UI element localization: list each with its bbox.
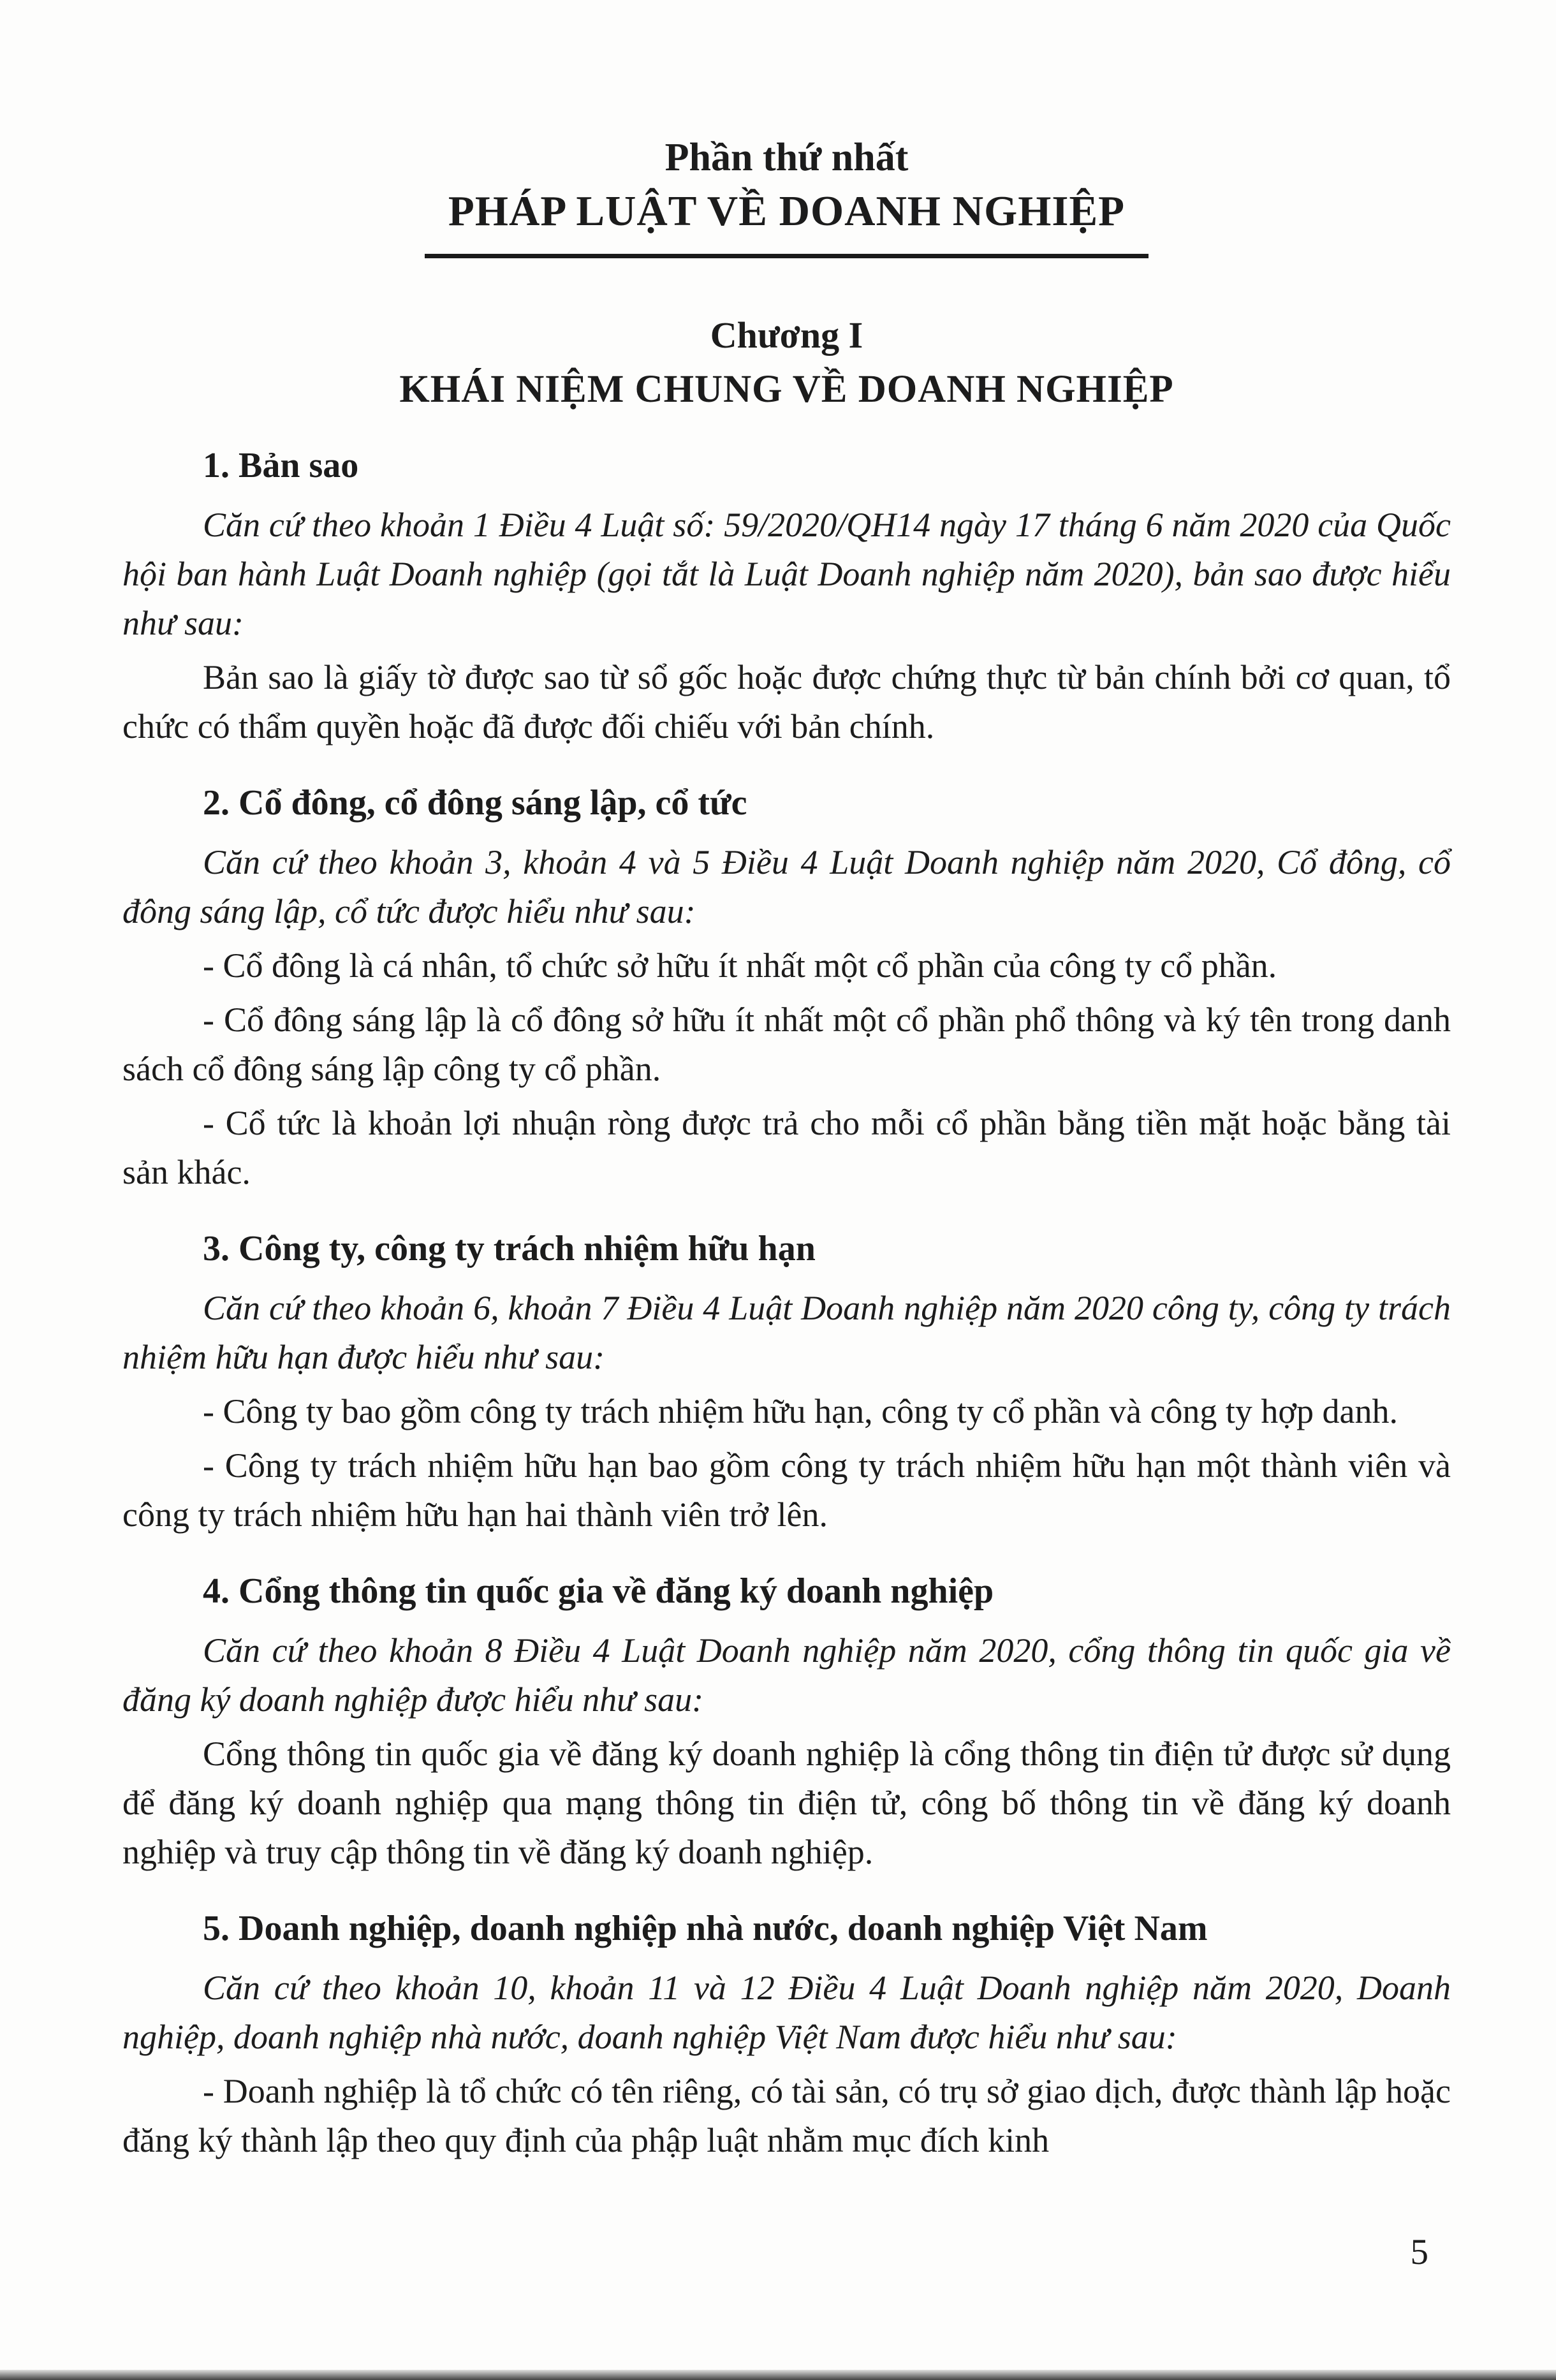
body-paragraph: - Công ty bao gồm công ty trách nhiệm hữu hạn, công ty cổ phần và công ty hợp danh. xyxy=(203,1392,1398,1431)
section-heading: 1. Bản sao xyxy=(203,446,359,486)
legal-basis-paragraph: Căn cứ theo khoản 8 Điều 4 Luật Doanh nghiệp năm 2020, cổng thông tin quốc gia về đăng ký doanh nghiệp được hiểu như sau: xyxy=(122,1631,1451,1719)
body-paragraph: - Cổ tức là khoản lợi nhuận ròng được trả cho mỗi cổ phần bằng tiền mặt hoặc bằng tài sản khác. xyxy=(122,1104,1451,1192)
part-title: Phần thứ nhất xyxy=(664,136,909,179)
page-header xyxy=(122,135,1451,413)
body-paragraph: - Công ty trách nhiệm hữu hạn bao gồm công ty trách nhiệm hữu hạn một thành viên và công ty trách nhiệm hữu hạn hai thành viên trở lên. xyxy=(122,1446,1451,1534)
section-heading: 3. Công ty, công ty trách nhiệm hữu hạn xyxy=(203,1229,816,1269)
page-number: 5 xyxy=(1410,2232,1428,2272)
chapter-heading: Chương I xyxy=(710,314,863,356)
legal-basis-paragraph: Căn cứ theo khoản 10, khoản 11 và 12 Điều 4 Luật Doanh nghiệp năm 2020, Doanh nghiệp, doanh nghiệp nhà nước, doanh nghiệp Việt Nam được hiểu như sau: xyxy=(122,1969,1451,2057)
legal-basis-paragraph: Căn cứ theo khoản 1 Điều 4 Luật số: 59/2020/QH14 ngày 17 tháng 6 năm 2020 của Quốc hội ban hành Luật Doanh nghiệp (gọi tắt là Luật Doanh nghiệp năm 2020), bản sao được hiểu như sau: xyxy=(122,506,1451,643)
legal-basis-paragraph: Căn cứ theo khoản 3, khoản 4 và 5 Điều 4 Luật Doanh nghiệp năm 2020, Cổ đông, cổ đông sáng lập, cổ tức được hiểu như sau: xyxy=(122,843,1451,931)
body-paragraph: - Doanh nghiệp là tổ chức có tên riêng, có tài sản, có trụ sở giao dịch, được thành lập hoặc đăng ký thành lập theo quy định của phập luật nhằm mục đích kinh xyxy=(122,2072,1451,2160)
section-heading: 2. Cổ đông, cổ đông sáng lập, cổ tức xyxy=(203,783,747,823)
body-paragraph: - Cổ đông là cá nhân, tổ chức sở hữu ít nhất một cổ phần của công ty cổ phần. xyxy=(203,946,1277,985)
scan-edge-artifact xyxy=(0,2370,1556,2380)
legal-basis-paragraph: Căn cứ theo khoản 6, khoản 7 Điều 4 Luật Doanh nghiệp năm 2020 công ty, công ty trách nhiệm hữu hạn được hiểu như sau: xyxy=(122,1289,1451,1377)
sections xyxy=(122,443,1451,2165)
body-paragraph: - Cổ đông sáng lập là cổ đông sở hữu ít nhất một cổ phần phổ thông và ký tên trong danh sách cổ đông sáng lập công ty cổ phần. xyxy=(122,1001,1451,1089)
body-paragraph: Bản sao là giấy tờ được sao từ sổ gốc hoặc được chứng thực từ bản chính bởi cơ quan, tổ chức có thẩm quyền hoặc đã được đối chiếu với bản chính. xyxy=(122,658,1451,746)
part-subtitle: PHÁP LUẬT VỀ DOANH NGHIỆP xyxy=(448,187,1126,235)
body-paragraph: Cổng thông tin quốc gia về đăng ký doanh nghiệp là cổng thông tin điện tử được sử dụng để đăng ký doanh nghiệp qua mạng thông tin điện tử, công bố thông tin về đăng ký doanh nghiệp và truy cập thông tin về đăng ký doanh nghiệp. xyxy=(122,1735,1451,1872)
section-heading: 5. Doanh nghiệp, doanh nghiệp nhà nước, doanh nghiệp Việt Nam xyxy=(203,1909,1208,1949)
chapter-title: KHÁI NIỆM CHUNG VỀ DOANH NGHIỆP xyxy=(399,368,1174,411)
section-heading: 4. Cổng thông tin quốc gia về đăng ký doanh nghiệp xyxy=(203,1571,994,1612)
title-underline-rule xyxy=(425,254,1149,258)
